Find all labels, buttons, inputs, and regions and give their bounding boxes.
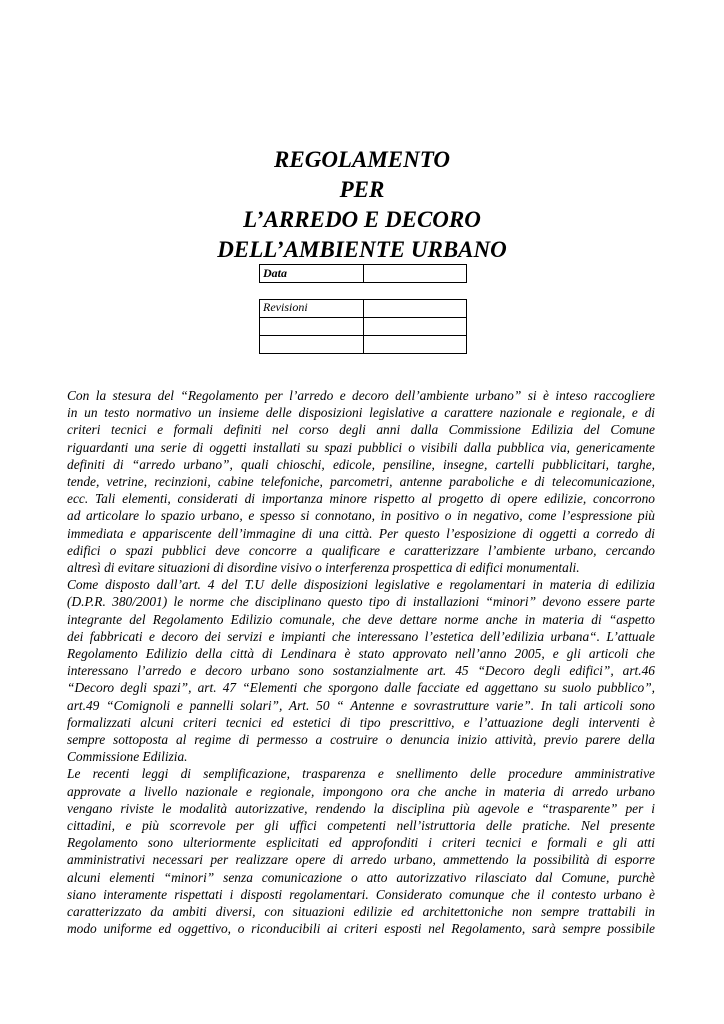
revisions-row [260, 336, 467, 354]
revisions-cell [364, 336, 467, 354]
date-row [260, 265, 467, 283]
body-text [67, 387, 655, 938]
text-line: “Decoro degli spazi”, art. 47 “Elementi che sporgono dalle facciate ed aggettano su suolo pubblico”, [67, 680, 655, 696]
text-line: definiti di “arredo urbano”, quali chioschi, edicole, pensiline, insegne, cartelli pubblicitari, targhe, [67, 456, 655, 472]
revisions-value [364, 300, 467, 318]
revisions-cell [260, 318, 364, 336]
text-line: integrante del Regolamento Edilizio comunale, che deve dettare norme anche in materia di “aspetto [67, 611, 655, 627]
text-line: dei fabbricati e decoro dei servizi e impianti che interessano l’estetica dell’edilizia urbana“. L’attuale [67, 628, 655, 644]
revisions-table [259, 299, 467, 354]
text-line: Come disposto dall’art. 4 del T.U delle disposizioni legislative e regolamentari in materia di edilizia [67, 577, 655, 593]
text-line: Con la stesura del “Regolamento per l’arredo e decoro dell’ambiente urbano” si è inteso raccogliere [67, 388, 655, 403]
revisions-cell [260, 336, 364, 354]
body-paragraph [67, 576, 655, 765]
text-line: vengano riviste le modalità autorizzative, rendendo la disciplina più agevole e “trasparente” per i [67, 800, 655, 816]
revisions-cell [364, 318, 467, 336]
text-line: caratterizzato da ambiti diversi, con situazioni edilizie ed architettoniche non sempre trattabili in [67, 904, 655, 920]
text-line: Commissione Edilizia. [67, 749, 188, 765]
title-line: L’ARREDO E DECORO [243, 207, 481, 232]
text-line: tende, vetrine, recinzioni, cabine telefoniche, parcometri, antenne paraboliche e di telecomunicazione, [67, 474, 655, 490]
text-line: formalizzati alcuni criteri tecnici ed estetici di tipo prescrittivo, e l’attuazione degli interventi è [67, 714, 655, 730]
text-line: ecc. Tali elementi, considerati di importanza minore rispetto al progetto di opere edilizie, concorrono [67, 491, 655, 507]
text-line: interessano l’arredo e decoro urbano sono sostanzialmente art. 45 “Decoro degli edifici”, art.46 [67, 663, 655, 679]
body-paragraph [67, 387, 655, 576]
revisions-label: Revisioni [260, 300, 364, 318]
text-line: amministrativi necessari per realizzare opere di arredo urbano, ammettendo la possibilità di esporre [67, 852, 655, 868]
text-line: altresì di evitare situazioni di disordine visivo o interferenza prospettica di edifici monumentali. [67, 560, 580, 576]
revisions-row [260, 300, 467, 318]
text-line: sempre sottoposta al regime di permesso a costruire o denuncia inizio attività, previo parere della [67, 732, 655, 748]
text-line: Le recenti leggi di semplificazione, trasparenza e snellimento delle procedure amministrative [67, 766, 655, 782]
document-title [0, 145, 724, 265]
text-line: modo uniforme ed oggettivo, o riconducibili ai criteri esposti nel Regolamento, sarà sempre possibile [67, 921, 655, 937]
text-line: immediata e appariscente dell’immagine di una città. Per questo l’esposizione di oggetti a corredo di [67, 525, 655, 541]
title-line: REGOLAMENTO [274, 147, 450, 172]
text-line: alcuni elementi “minori” senza comunicazione o atto autorizzativo rilasciato dal Comune, purchè [67, 869, 655, 885]
text-line: siano interamente rispettati i disposti regolamentari. Considerato comunque che il contesto urbano è [67, 886, 655, 902]
date-table [259, 264, 467, 283]
text-line: ad articolare lo spazio urbano, e spesso si connotano, in positivo o in negativo, come l’espressione più [67, 508, 655, 524]
text-line: Regolamento sono ulteriormente esplicitati ed approfonditi i criteri tecnici e formali e gli atti [67, 835, 655, 851]
text-line: approvate a livello nazionale e regionale, impongono ora che anche in materia di arredo urbano [67, 783, 655, 799]
text-line: in un testo normativo un insieme delle disposizioni legislative a carattere nazionale e regionale, e di [67, 405, 655, 421]
body-paragraph [67, 765, 655, 937]
text-line: criteri tecnici e formali definiti nel corso degli anni dalla Commissione Edilizia del Comune [67, 422, 655, 438]
text-line: riguardanti una serie di oggetti installati su spazi pubblici o visibili dalla pubblica via, genericamente [67, 439, 655, 455]
title-line: PER [339, 177, 385, 202]
text-line: (D.P.R. 380/2001) le norme che disciplinano questo tipo di installazioni “minori” devono essere parte [67, 594, 655, 610]
title-line: DELL’AMBIENTE URBANO [217, 237, 507, 262]
text-line: art.49 “Comignoli e pannelli solari”, Art. 50 “ Antenne e sovrastrutture varie”. In tali articoli sono [67, 697, 655, 713]
date-value [364, 265, 467, 283]
revisions-row [260, 318, 467, 336]
text-line: edifici o spazi pubblici deve concorre a qualificare e caratterizzare l’ambiente urbano, cercando [67, 542, 655, 558]
text-line: cittadini, e più scorrevole per gli uffici competenti nell’istruttoria delle pratiche. Nel presente [67, 818, 655, 834]
text-line: Regolamento Edilizio della città di Lendinara è stato approvato nell’anno 2005, e gli articoli che [67, 646, 655, 662]
date-label: Data [260, 265, 364, 283]
